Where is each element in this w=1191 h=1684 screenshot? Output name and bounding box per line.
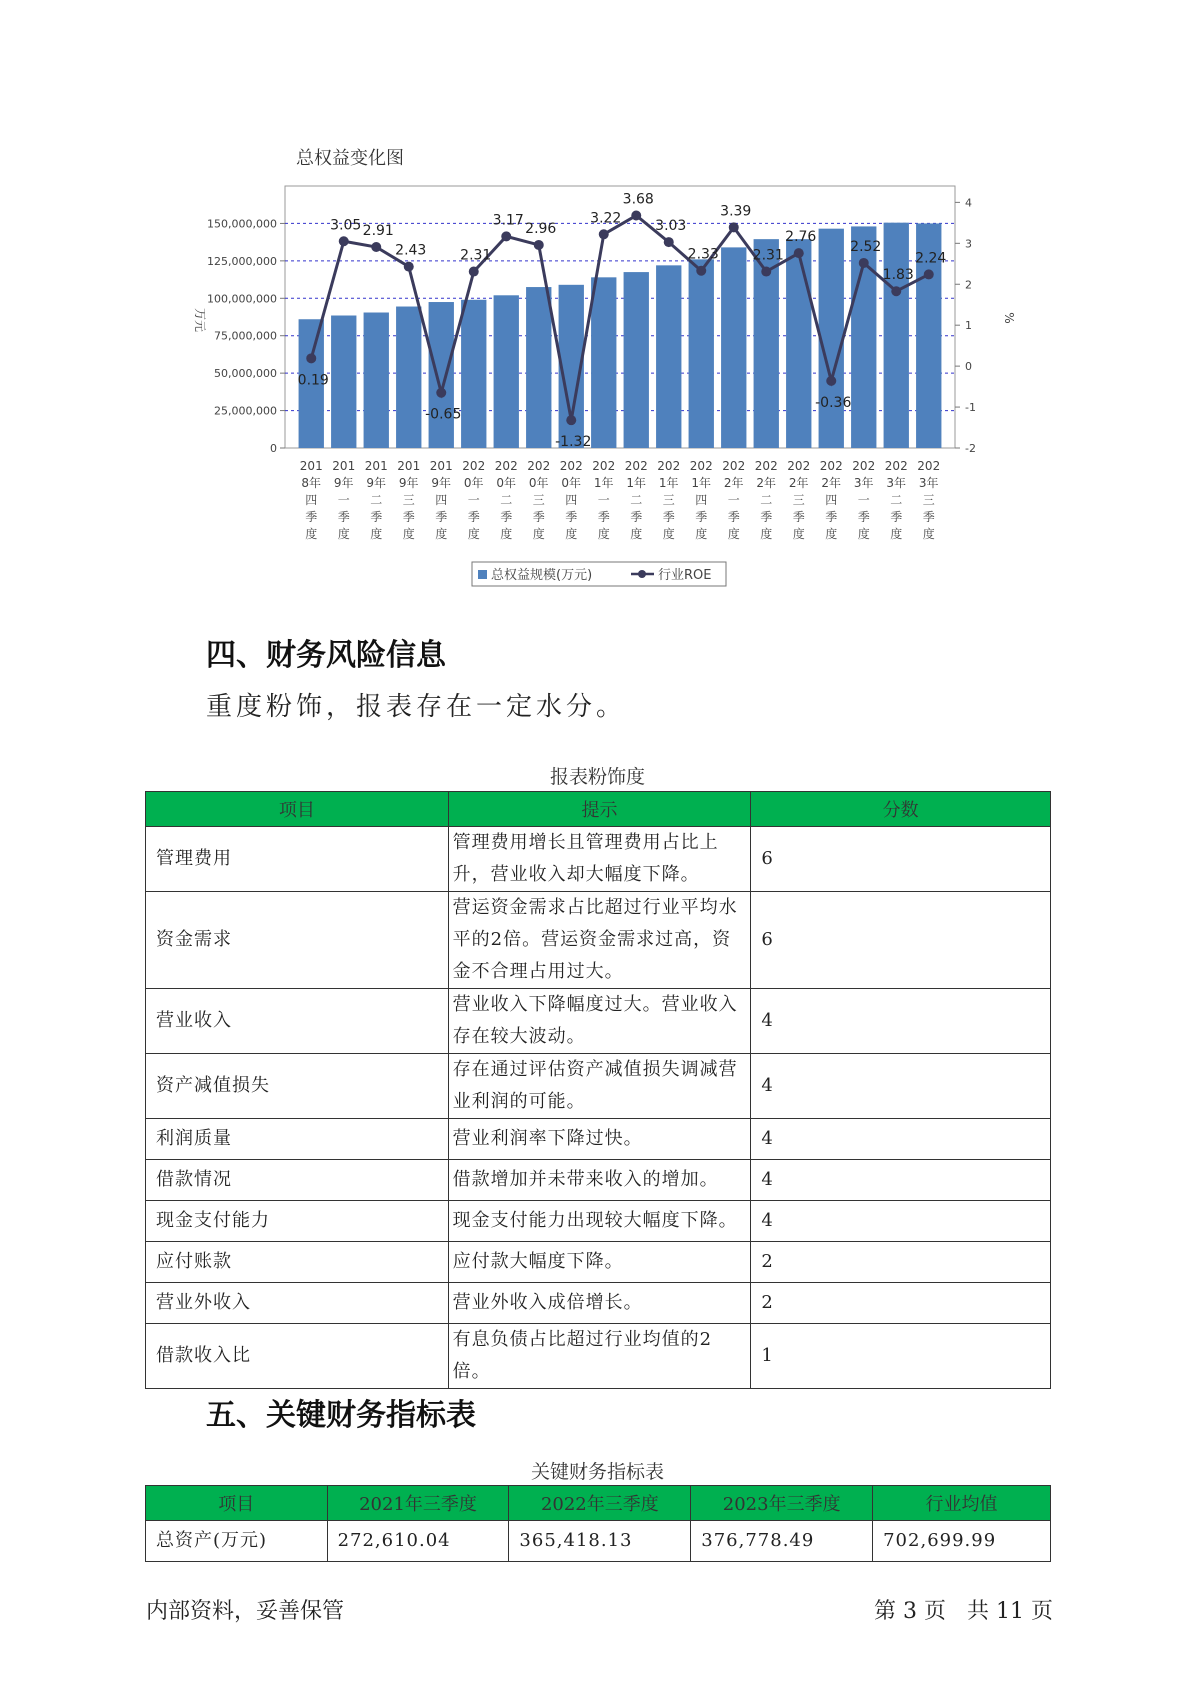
x-tick-label: 201 (429, 459, 453, 473)
roe-point (404, 262, 414, 272)
footer-left: 内部资料，妥善保管 (146, 1599, 345, 1624)
roe-point (826, 376, 836, 386)
x-tick-label: 度 (532, 527, 545, 541)
roe-data-label: 3.39 (720, 203, 752, 220)
risk-score: 4 (751, 1160, 1051, 1201)
x-tick-label: 度 (695, 527, 708, 541)
kpi-table-caption: 关键财务指标表 (530, 1461, 664, 1483)
x-tick-label: 季 (370, 510, 383, 524)
roe-data-label: 3.22 (590, 210, 622, 227)
roe-data-label: -0.36 (815, 394, 852, 411)
x-tick-label: 8年 (301, 476, 322, 490)
table-row (146, 1283, 1051, 1324)
x-tick-label: 201 (332, 459, 356, 473)
x-tick-label: 度 (337, 527, 350, 541)
roe-point (599, 229, 609, 239)
risk-table (145, 791, 1051, 1389)
equity-chart (0, 0, 1191, 600)
kpi-table (145, 1485, 1051, 1562)
x-tick-label: 四 (695, 493, 708, 507)
roe-point (534, 240, 544, 250)
x-tick-label: 度 (630, 527, 643, 541)
x-tick-label: 度 (727, 527, 740, 541)
equity-bar (721, 247, 746, 448)
equity-bar (396, 307, 421, 448)
x-tick-label: 0年 (463, 476, 484, 490)
x-tick-label: 季 (792, 510, 805, 524)
risk-header-item: 项目 (146, 792, 449, 827)
x-tick-label: 202 (917, 459, 941, 473)
x-tick-label: 度 (857, 527, 870, 541)
y-left-tick-label: 25,000,000 (214, 404, 277, 418)
legend-label-bar: 总权益规模(万元) (491, 568, 593, 583)
x-tick-label: 度 (792, 527, 805, 541)
y-right-axis-label: % (1002, 312, 1016, 324)
x-tick-label: 202 (624, 459, 648, 473)
x-tick-label: 度 (760, 527, 773, 541)
y-right-tick-label: 0 (965, 360, 972, 374)
equity-bar (819, 229, 844, 448)
x-tick-label: 二 (760, 493, 773, 507)
roe-point (566, 415, 576, 425)
legend-swatch-dot (638, 570, 646, 578)
x-tick-label: 202 (462, 459, 486, 473)
x-tick-label: 季 (435, 510, 448, 524)
x-tick-label: 1年 (691, 476, 712, 490)
roe-data-label: 3.68 (622, 191, 654, 208)
risk-header-tip: 提示 (448, 792, 751, 827)
y-left-tick-label: 75,000,000 (214, 329, 277, 343)
x-tick-label: 三 (792, 493, 805, 507)
roe-data-label: 2.31 (460, 247, 492, 264)
x-tick-label: 季 (305, 510, 318, 524)
equity-bar (689, 259, 714, 448)
roe-data-label: 1.83 (882, 267, 914, 284)
x-tick-label: 2年 (723, 476, 744, 490)
x-tick-label: 2年 (756, 476, 777, 490)
x-tick-label: 四 (825, 493, 838, 507)
roe-point (891, 286, 901, 296)
y-left-tick-label: 125,000,000 (207, 254, 277, 268)
x-tick-label: 9年 (366, 476, 387, 490)
table-row (146, 1324, 1051, 1389)
kpi-2023: 376,778.49 (691, 1521, 873, 1562)
x-tick-label: 202 (592, 459, 616, 473)
table-row (146, 1054, 1051, 1119)
equity-bar (364, 313, 389, 448)
x-tick-label: 202 (722, 459, 746, 473)
roe-point (761, 267, 771, 277)
x-tick-label: 202 (819, 459, 843, 473)
risk-tip: 营业收入下降幅度过大。营业收入存在较大波动。 (448, 989, 751, 1054)
equity-bar (624, 272, 649, 448)
x-tick-label: 三 (662, 493, 675, 507)
x-tick-label: 度 (402, 527, 415, 541)
y-left-tick-label: 100,000,000 (207, 292, 277, 306)
x-tick-label: 202 (559, 459, 583, 473)
equity-bar (526, 287, 551, 448)
risk-score: 4 (751, 1201, 1051, 1242)
roe-point (436, 388, 446, 398)
y-right-tick-label: 2 (965, 278, 972, 292)
x-tick-label: 四 (565, 493, 578, 507)
kpi-header-2022: 2022年三季度 (509, 1486, 691, 1521)
x-tick-label: 3年 (886, 476, 907, 490)
roe-data-label: 0.19 (297, 372, 329, 389)
roe-data-label: 2.33 (687, 246, 719, 263)
roe-point (729, 222, 739, 232)
x-tick-label: 202 (657, 459, 681, 473)
kpi-2022: 365,418.13 (509, 1521, 691, 1562)
roe-data-label: 2.52 (850, 238, 882, 255)
equity-bar (429, 302, 454, 448)
kpi-item: 总资产(万元) (146, 1521, 328, 1562)
x-tick-label: 季 (662, 510, 675, 524)
x-tick-label: 季 (565, 510, 578, 524)
risk-item: 应付账款 (146, 1242, 449, 1283)
roe-point (664, 237, 674, 247)
x-tick-label: 201 (299, 459, 323, 473)
roe-point (469, 267, 479, 277)
legend-swatch-bar (478, 570, 487, 579)
roe-data-label: 2.76 (785, 229, 817, 246)
x-tick-label: 一 (727, 493, 740, 507)
equity-bar (494, 295, 519, 448)
x-tick-label: 0年 (561, 476, 582, 490)
x-tick-label: 3年 (853, 476, 874, 490)
y-left-tick-label: 150,000,000 (207, 217, 277, 231)
table-row (146, 1201, 1051, 1242)
risk-item: 借款收入比 (146, 1324, 449, 1389)
risk-item: 利润质量 (146, 1119, 449, 1160)
risk-score: 4 (751, 989, 1051, 1054)
legend-label-line: 行业ROE (658, 568, 712, 583)
table-row (146, 1242, 1051, 1283)
x-tick-label: 一 (857, 493, 870, 507)
x-tick-label: 一 (597, 493, 610, 507)
risk-summary: 重度粉饰，报表存在一定水分。 (206, 692, 627, 722)
roe-data-label: -0.65 (425, 406, 462, 423)
risk-tip: 有息负债占比超过行业均值的2倍。 (448, 1324, 751, 1389)
section4-heading: 四、财务风险信息 (206, 638, 446, 673)
y-right-tick-label: 3 (965, 237, 972, 251)
roe-data-label: 3.05 (330, 217, 362, 234)
section5-heading: 五、关键财务指标表 (206, 1398, 476, 1433)
roe-point (924, 269, 934, 279)
x-tick-label: 度 (467, 527, 480, 541)
y-right-tick-label: -2 (965, 442, 976, 455)
y-left-tick-label: 0 (270, 442, 277, 455)
roe-point (859, 258, 869, 268)
y-right-tick-label: -1 (965, 401, 976, 415)
x-tick-label: 度 (370, 527, 383, 541)
x-tick-label: 季 (500, 510, 513, 524)
risk-tip: 营运资金需求占比超过行业平均水平的2倍。营运资金需求过高，资金不合理占用过大。 (448, 892, 751, 989)
x-tick-label: 201 (364, 459, 388, 473)
risk-tip: 存在通过评估资产减值损失调减营业利润的可能。 (448, 1054, 751, 1119)
kpi-avg: 702,699.99 (873, 1521, 1051, 1562)
risk-tip: 借款增加并未带来收入的增加。 (448, 1160, 751, 1201)
equity-bar (461, 300, 486, 448)
chart-title: 总权益变化图 (296, 148, 404, 169)
x-tick-label: 度 (597, 527, 610, 541)
roe-data-label: 3.03 (655, 218, 687, 235)
x-tick-label: 一 (337, 493, 350, 507)
x-tick-label: 季 (532, 510, 545, 524)
x-tick-label: 2年 (788, 476, 809, 490)
x-tick-label: 1年 (593, 476, 614, 490)
kpi-header-item: 项目 (146, 1486, 328, 1521)
risk-item: 营业外收入 (146, 1283, 449, 1324)
x-tick-label: 季 (825, 510, 838, 524)
x-tick-label: 二 (630, 493, 643, 507)
x-tick-label: 季 (922, 510, 935, 524)
kpi-header-avg: 行业均值 (873, 1486, 1051, 1521)
table-row (146, 989, 1051, 1054)
x-tick-label: 9年 (333, 476, 354, 490)
risk-tip: 应付款大幅度下降。 (448, 1242, 751, 1283)
roe-data-label: 2.43 (395, 242, 427, 259)
x-tick-label: 度 (890, 527, 903, 541)
x-tick-label: 二 (370, 493, 383, 507)
x-tick-label: 度 (922, 527, 935, 541)
x-tick-label: 季 (727, 510, 740, 524)
x-tick-label: 四 (435, 493, 448, 507)
x-tick-label: 1年 (658, 476, 679, 490)
x-tick-label: 季 (337, 510, 350, 524)
risk-tip: 管理费用增长且管理费用占比上升，营业收入却大幅度下降。 (448, 827, 751, 892)
risk-tip: 现金支付能力出现较大幅度下降。 (448, 1201, 751, 1242)
x-tick-label: 季 (857, 510, 870, 524)
x-tick-label: 三 (922, 493, 935, 507)
x-tick-label: 202 (754, 459, 778, 473)
risk-score: 4 (751, 1119, 1051, 1160)
risk-item: 资金需求 (146, 892, 449, 989)
y-left-axis-label: 万元 (193, 307, 207, 333)
roe-data-label: 2.24 (915, 250, 947, 267)
x-tick-label: 202 (494, 459, 518, 473)
x-tick-label: 202 (884, 459, 908, 473)
equity-bar (591, 277, 616, 448)
roe-data-label: 2.96 (525, 220, 557, 237)
equity-bar (884, 223, 909, 448)
equity-bar (786, 239, 811, 448)
kpi-header-2021: 2021年三季度 (327, 1486, 509, 1521)
table-row (146, 1521, 1051, 1562)
risk-score: 4 (751, 1054, 1051, 1119)
x-tick-label: 度 (435, 527, 448, 541)
roe-data-label: 2.31 (752, 247, 784, 264)
table-row (146, 1160, 1051, 1201)
x-tick-label: 季 (890, 510, 903, 524)
risk-table-caption: 报表粉饰度 (549, 766, 645, 788)
y-left-tick-label: 50,000,000 (214, 367, 277, 381)
risk-score: 2 (751, 1283, 1051, 1324)
kpi-header-2023: 2023年三季度 (691, 1486, 873, 1521)
page-number: 第 3 页 共 11 页 (874, 1599, 1053, 1624)
table-row (146, 1119, 1051, 1160)
x-tick-label: 季 (760, 510, 773, 524)
x-tick-label: 1年 (626, 476, 647, 490)
roe-point (371, 242, 381, 252)
x-tick-label: 0年 (528, 476, 549, 490)
x-tick-label: 202 (689, 459, 713, 473)
x-tick-label: 202 (852, 459, 876, 473)
x-tick-label: 度 (825, 527, 838, 541)
risk-header-score: 分数 (751, 792, 1051, 827)
x-tick-label: 三 (532, 493, 545, 507)
x-tick-label: 一 (467, 493, 480, 507)
x-tick-label: 201 (397, 459, 421, 473)
x-tick-label: 3年 (918, 476, 939, 490)
x-tick-label: 202 (787, 459, 811, 473)
risk-tip: 营业利润率下降过快。 (448, 1119, 751, 1160)
x-tick-label: 季 (402, 510, 415, 524)
equity-bar (656, 265, 681, 448)
risk-score: 2 (751, 1242, 1051, 1283)
roe-point (631, 210, 641, 220)
x-tick-label: 度 (500, 527, 513, 541)
risk-item: 管理费用 (146, 827, 449, 892)
risk-item: 借款情况 (146, 1160, 449, 1201)
risk-item: 资产减值损失 (146, 1054, 449, 1119)
x-tick-label: 四 (305, 493, 318, 507)
risk-score: 6 (751, 827, 1051, 892)
roe-point (696, 266, 706, 276)
x-tick-label: 202 (527, 459, 551, 473)
equity-bar (331, 316, 356, 448)
risk-item: 营业收入 (146, 989, 449, 1054)
roe-point (794, 248, 804, 258)
x-tick-label: 度 (305, 527, 318, 541)
x-tick-label: 季 (630, 510, 643, 524)
x-tick-label: 季 (467, 510, 480, 524)
kpi-2021: 272,610.04 (327, 1521, 509, 1562)
table-row (146, 827, 1051, 892)
x-tick-label: 2年 (821, 476, 842, 490)
y-right-tick-label: 4 (965, 196, 972, 210)
x-tick-label: 度 (662, 527, 675, 541)
risk-item: 现金支付能力 (146, 1201, 449, 1242)
risk-score: 6 (751, 892, 1051, 989)
x-tick-label: 季 (695, 510, 708, 524)
x-tick-label: 9年 (431, 476, 452, 490)
x-tick-label: 9年 (398, 476, 419, 490)
roe-point (501, 231, 511, 241)
y-right-tick-label: 1 (965, 319, 972, 333)
x-tick-label: 二 (500, 493, 513, 507)
roe-point (306, 353, 316, 363)
x-tick-label: 0年 (496, 476, 517, 490)
x-tick-label: 二 (890, 493, 903, 507)
table-row (146, 892, 1051, 989)
x-tick-label: 季 (597, 510, 610, 524)
roe-data-label: 3.17 (492, 212, 524, 229)
roe-data-label: -1.32 (555, 434, 592, 451)
risk-score: 1 (751, 1324, 1051, 1389)
roe-data-label: 2.91 (362, 222, 394, 239)
x-tick-label: 度 (565, 527, 578, 541)
x-tick-label: 三 (402, 493, 415, 507)
risk-tip: 营业外收入成倍增长。 (448, 1283, 751, 1324)
roe-point (339, 236, 349, 246)
